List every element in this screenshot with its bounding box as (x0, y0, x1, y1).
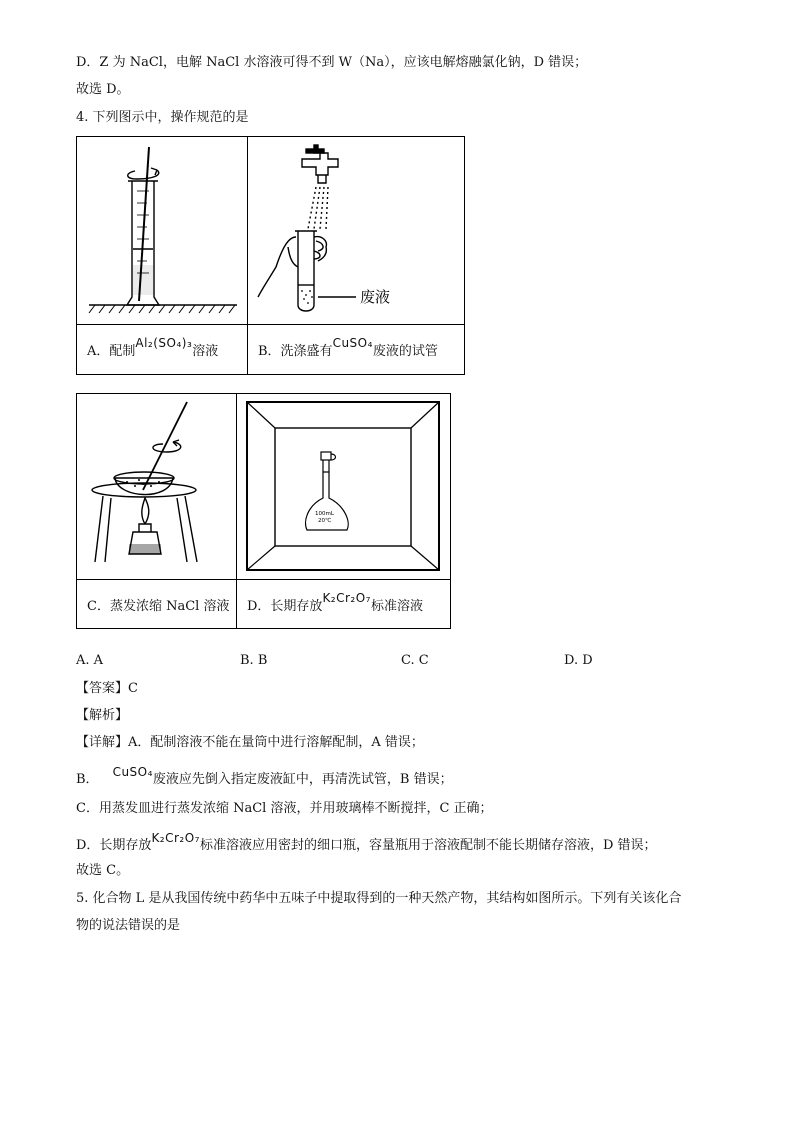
detail-d-formula: K₂Cr₂O₇ (151, 831, 200, 845)
detail-a: 【详解】A．配制溶液不能在量筒中进行溶解配制，A 错误； (76, 735, 424, 750)
flask-temp-label: 20℃ (318, 518, 332, 524)
answer-label: 【答案】C (76, 681, 138, 696)
detail-b-formula: CuSO₄ (112, 765, 153, 779)
answer-options (76, 653, 636, 671)
answer-line-d: D．Z 为 NaCl，电解 NaCl 水溶液可得不到 W（Na），应该电解熔融氯化钠，D 错误； (76, 55, 588, 70)
detail-d: D．长期存放K₂Cr₂O₇标准溶液应用密封的细口瓶，容量瓶用于溶液配制不能长期储存溶液，D 错误； (76, 831, 657, 853)
detail-end: 故选 C。 (76, 863, 130, 878)
evaporating-dish-image (77, 394, 236, 579)
option-b: B. B (240, 653, 268, 668)
figure-table-ab (76, 136, 465, 375)
option-d: D. D (564, 653, 593, 668)
caption-c: C．蒸发浓缩 NaCl 溶液 (77, 580, 237, 629)
option-a: A. A (76, 653, 104, 668)
caption-b: B．洗涤盛有CuSO₄废液的试管 (248, 325, 465, 375)
question-5-line2: 物的说法错误的是 (76, 918, 181, 933)
caption-a: A．配制Al₂(SO₄)₃溶液 (77, 325, 248, 375)
figure-a-cylinder (77, 137, 248, 325)
figure-c-evaporation (77, 394, 237, 580)
washing-test-tube-image (248, 137, 464, 324)
volumetric-flask-image (237, 394, 450, 579)
detail-c: C．用蒸发皿进行蒸发浓缩 NaCl 溶液，并用玻璃棒不断搅拌，C 正确； (76, 801, 493, 816)
option-c: C. C (401, 653, 429, 668)
detail-b: B． CuSO₄废液应先倒入指定废液缸中，再清洗试管，B 错误； (76, 765, 453, 787)
figure-d-volumetric-flask (237, 394, 451, 580)
figure-table-cd (76, 393, 451, 629)
flask-volume-label: 100mL (315, 511, 334, 517)
formula-cuso4: CuSO₄ (332, 336, 373, 350)
question-5-line1: 5. 化合物 L 是从我国传统中药华中五味子中提取得到的一种天然产物，其结构如图所示。下列有关该化合 (76, 891, 682, 906)
graduated-cylinder-image (77, 137, 247, 324)
question-4-title: 4. 下列图示中，操作规范的是 (76, 110, 249, 125)
waste-liquid-label: 废液 (360, 288, 391, 306)
formula-al2so43: Al₂(SO₄)₃ (135, 336, 193, 350)
analysis-label: 【解析】 (76, 708, 129, 723)
formula-k2cr2o7: K₂Cr₂O₇ (322, 590, 371, 605)
figure-b-test-tube (248, 137, 465, 325)
conclusion-line: 故选 D。 (76, 82, 130, 97)
caption-d: D．长期存放K₂Cr₂O₇标准溶液 (237, 580, 451, 629)
